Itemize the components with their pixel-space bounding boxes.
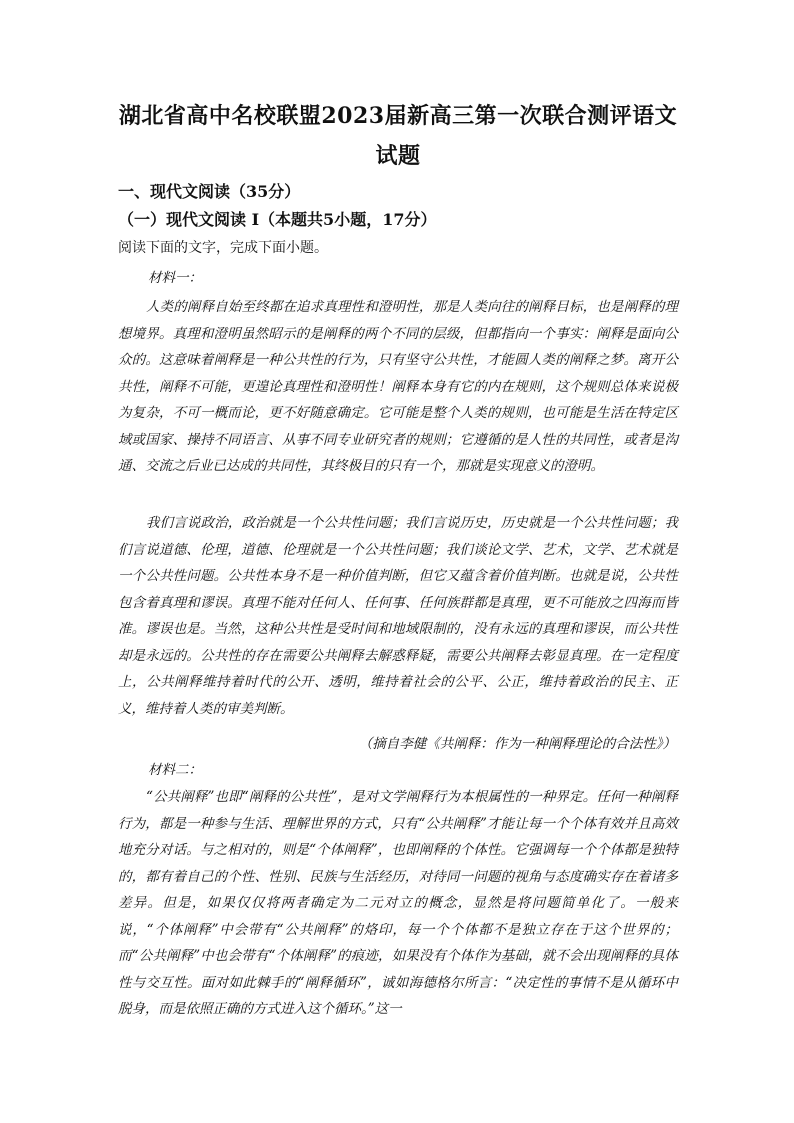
material-two-paragraph: “公共阐释”也即“阐释的公共性”，是对文学阐释行为本根属性的一种界定。任何一种阐释行为，都是一种参与生活、理解世界的方式，只有“公共阐释”才能让每一个个体有效并且高效地充分对话。与之相对的，则是“个体阐释”，也即阐释的个体性。它强调每一个个体都是独特的，都有着自己的个性、性别、民族与生活经历，对待同一问题的视角与态度确实存在着诸多差异。但是，如果仅仅将两者确定为二元对立的概念，显然是将问题简单化了。一般来说，“个体阐释”中会带有“公共阐释”的烙印，每一个个体都不是独立存在于这个世界的；而“公共阐释”中也会带有“个体阐释”的痕迹，如果没有个体作为基础，就不会出现阐释的具体性与交互性。面对如此棘手的“阐释循环”，诚如海德格尔所言：“决定性的事情不是从循环中脱身，而是依照正确的方式进入这个循环。”这一	[118, 789, 678, 1017]
material-one-paragraph: 我们言说政治，政治就是一个公共性问题；我们言说历史，历史就是一个公共性问题；我们言说道德、伦理，道德、伦理就是一个公共性问题；我们谈论文学、艺术，文学、艺术就是一个公共性问题。公共性本身不是一种价值判断，但它又蕴含着价值判断。也就是说，公共性包含着真理和谬误。真理不能对任何人、任何事、任何族群都是真理，更不可能放之四海而皆准。谬误也是。当然，这种公共性是受时间和地域限制的，没有永远的真理和谬误，而公共性却是永远的。公共性的存在需要公共阐释去解惑释疑，需要公共阐释去彰显真理。在一定程度上，公共阐释维持着时代的公开、透明，维持着社会的公平、公正，维持着政治的民主、正义，维持着人类的审美判断。	[118, 515, 678, 717]
document-title: 湖北省高中名校联盟2023届新高三第一次联合测评语文试题	[118, 103, 678, 169]
reading-instruction: 阅读下面的文字，完成下面小题。	[118, 240, 328, 256]
subsection-heading: （一）现代文阅读 I（本题共5小题，17分）	[118, 210, 437, 229]
material-two-label: 材料二：	[148, 762, 202, 778]
material-one-label: 材料一：	[148, 270, 202, 286]
material-one-citation: （摘自李健《共阐释：作为一种阐释理论的合法性》）	[358, 736, 676, 752]
material-one-paragraph: 人类的阐释自始至终都在追求真理性和澄明性，那是人类向往的阐释目标，也是阐释的理想境界。真理和澄明虽然昭示的是阐释的两个不同的层级，但都指向一个事实：阐释是面向公众的。这意味着阐释是一种公共性的行为，只有坚守公共性，才能圆人类的阐释之梦。离开公共性，阐释不可能，更遑论真理性和澄明性！阐释本身有它的内在规则，这个规则总体来说极为复杂，不可一概而论，更不好随意确定。它可能是整个人类的规则，也可能是生活在特定区域或国家、操持不同语言、从事不同专业研究者的规则；它遵循的是人性的共同性，或者是沟通、交流之后业已达成的共同性，其终极目的只有一个，那就是实现意义的澄明。	[118, 299, 678, 474]
section-heading: 一、现代文阅读（35分）	[118, 182, 301, 201]
